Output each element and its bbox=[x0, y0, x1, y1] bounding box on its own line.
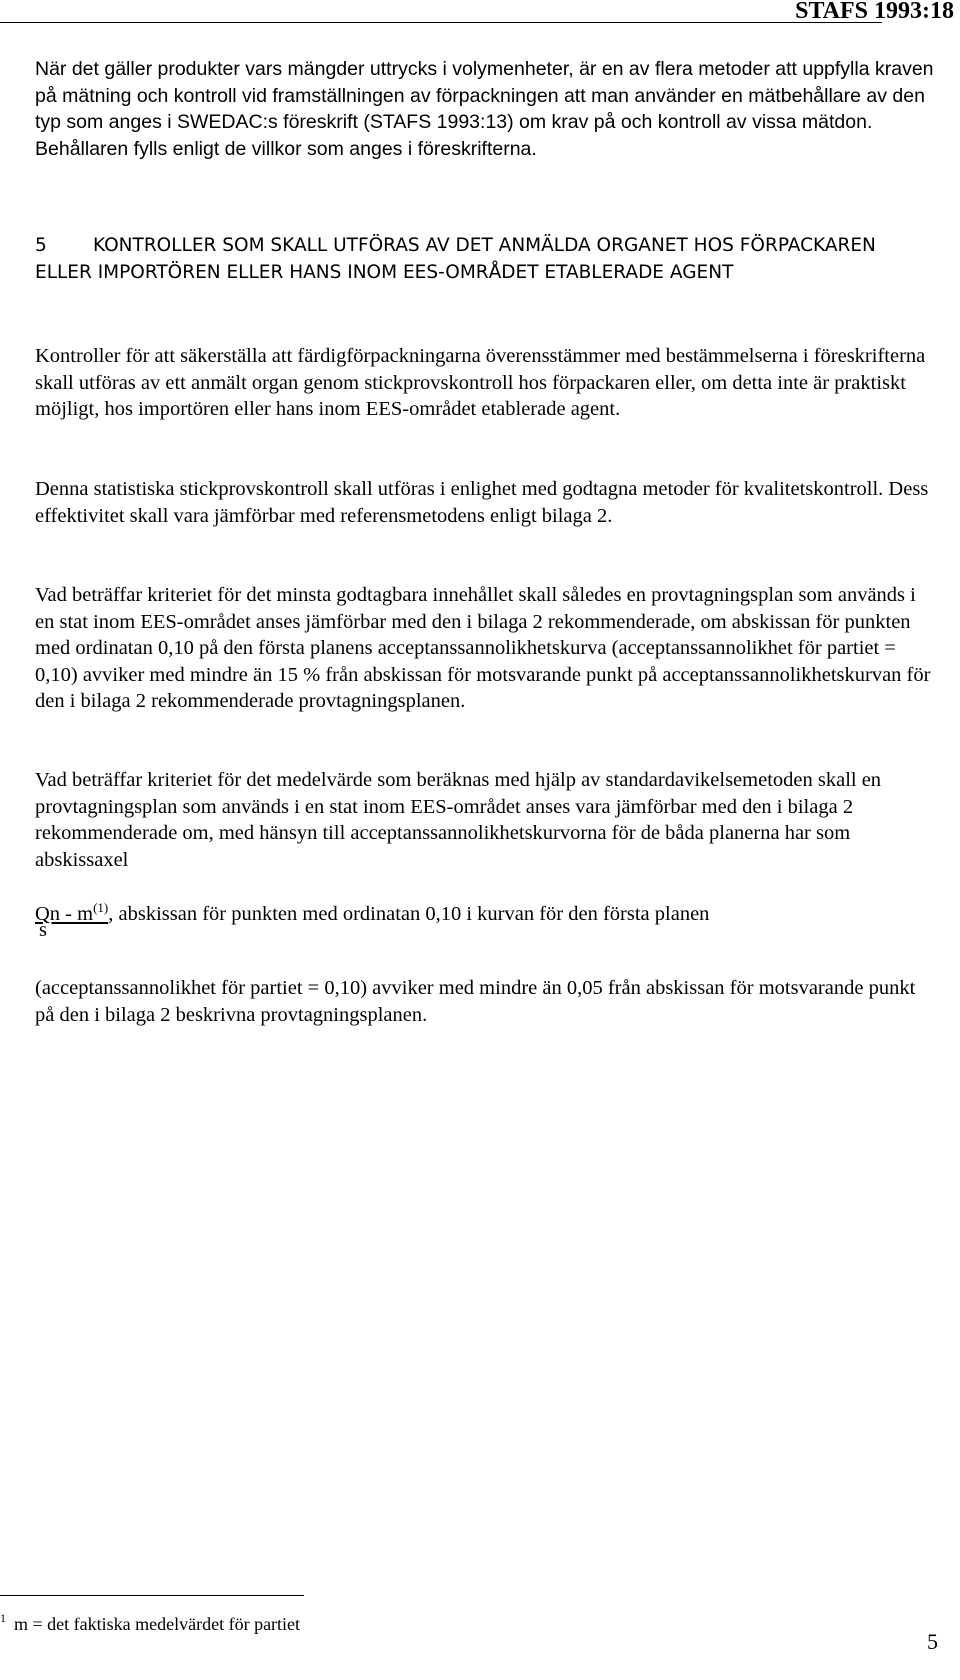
section-title: KONTROLLER SOM SKALL UTFÖRAS AV DET ANMÄLDA ORGANET HOS FÖRPACKAREN ELLER IMPORTÖREN ELLER HANS INOM EES-OMRÅDET ETABLERADE AGENT bbox=[35, 235, 876, 283]
intro-paragraph: När det gäller produkter vars mängder uttrycks i volymenheter, är en av flera metoder att uppfylla kraven på mätning och kontroll vid framställningen av förpackningen att man använder en mätbehållare av den typ som anges i SWEDAC:s föreskrift (STAFS 1993:13) om krav på och kontroll av vissa mätdon. Behållaren fylls enligt de villkor som anges i föreskrifterna. bbox=[35, 58, 934, 160]
footnote-rule bbox=[0, 1595, 304, 1596]
footnote-reference: (1) bbox=[93, 900, 109, 915]
formula-text: , abskissan för punkten med ordinatan 0,10 i kurvan för den första planen bbox=[108, 903, 710, 925]
formula-denominator: s bbox=[39, 919, 47, 941]
header-rule bbox=[0, 22, 882, 23]
paragraph-inspections: Kontroller för att säkerställa att färdigförpackningarna överensstämmer med bestämmelserna i föreskrifterna skall utföras av ett anmält organ genom stickprovskontroll hos förpackaren eller, om detta inte är praktiskt möjligt, hos importören eller hans inom EES-området etablerade agent. bbox=[35, 345, 926, 421]
footnote-marker: 1 bbox=[0, 1611, 6, 1625]
page-number: 5 bbox=[927, 1629, 938, 1654]
document-reference: STAFS 1993:18 bbox=[795, 0, 954, 24]
paragraph-minimum-content: Vad beträffar kriteriet för det minsta godtagbara innehållet skall således en provtagningsplan som används i en stat inom EES-området anses jämförbar med den i bilaga 2 rekommenderade, om abskissan för punkten med ordinatan 0,10 på den första planens acceptanssannolikhetskurva (acceptanssannolikhet för partiet = 0,10) avviker med mindre än 15 % från abskissan för motsvarande punkt på acceptanssannolikhetskurvan för den i bilaga 2 rekommenderade provtagningsplanen. bbox=[35, 584, 931, 713]
paragraph-statistical-control: Denna statistiska stickprovskontroll skall utföras i enlighet med godtagna metoder för kvalitetskontroll. Dess effektivitet skall vara jämförbar med referensmetodens enligt bilaga 2. bbox=[35, 478, 929, 527]
section-number: 5 bbox=[35, 235, 47, 256]
footnote bbox=[0, 1606, 300, 1636]
paragraph-closing: (acceptanssannolikhet för partiet = 0,10) avviker med mindre än 0,05 från abskissan för motsvarande punkt på den i bilaga 2 beskrivna provtagningsplanen. bbox=[35, 977, 916, 1026]
paragraph-mean-value: Vad beträffar kriteriet för det medelvärde som beräknas med hjälp av standardavikelsemetoden skall en provtagningsplan som används i en stat inom EES-området anses vara jämförbar med den i bilaga 2 rekommenderade om, med hänsyn till acceptanssannolikhetskurvorna för de båda planerna har som abskissaxel bbox=[35, 769, 882, 871]
footnote-text: m = det faktiska medelvärdet för partiet bbox=[14, 1614, 301, 1634]
page-header bbox=[0, 0, 960, 24]
formula-line bbox=[35, 895, 935, 941]
formula-numerator: Qn - $m^{(1)}$ bbox=[35, 900, 109, 925]
section-heading bbox=[35, 233, 935, 286]
